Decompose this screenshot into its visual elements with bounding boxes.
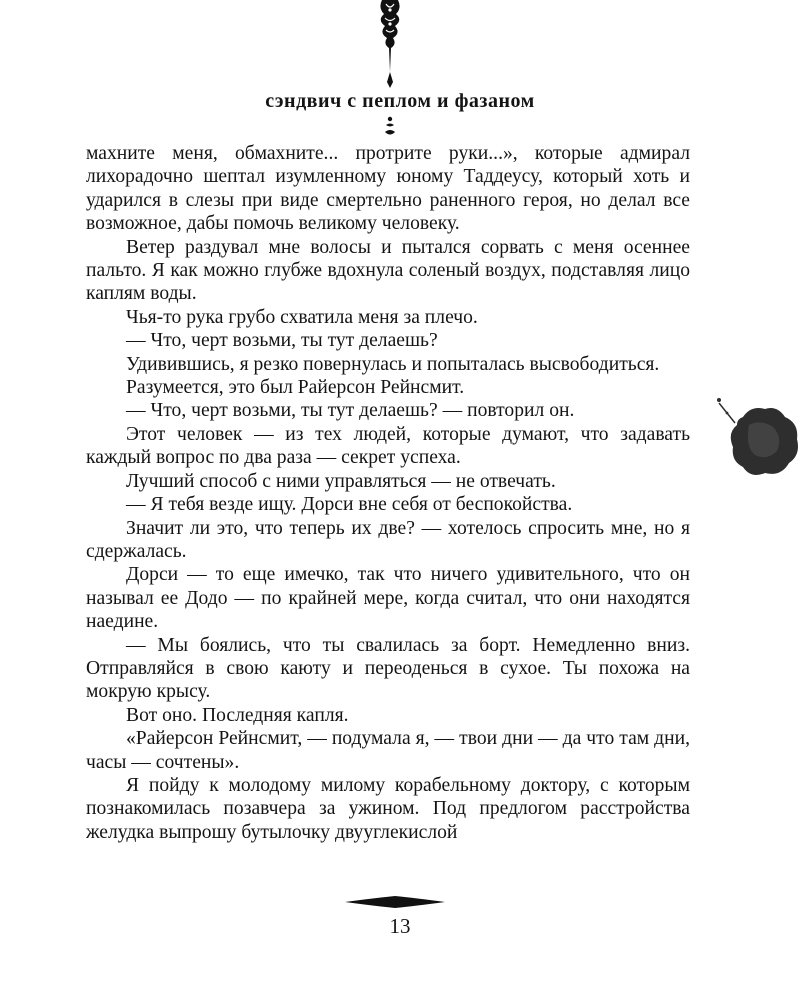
paragraph: Ветер раздувал мне волосы и пытался сорвать с меня осеннее пальто. Я как можно глубже вдохнула соленый воздух, подставляя лицо каплям воды. [86,236,690,305]
ink-blot-decoration [715,395,800,485]
paragraph: Разумеется, это был Райерсон Рейнсмит. [126,377,465,399]
flourish-ornament [382,116,398,138]
paragraph: — Что, черт возьми, ты тут делаешь? — повторил он. [126,400,575,422]
paragraph: Значит ли это, что теперь их две? — хотелось спросить мне, но я сдержалась. [86,517,690,562]
paragraph: — Мы боялись, что ты свалилась за борт. Немедленно вниз. Отправляйся в свою каюту и переоденься в сухое. Ты похожа на мокрую крысу. [86,634,690,703]
bottom-ornament [345,895,445,909]
body-text [86,142,690,844]
paragraph: махните меня, обмахните... протрите руки...», которые адмирал лихорадочно шептал изумленному юному Таддеусу, который хоть и ударился в слезы при виде смертельно раненного героя, но делал все возможное, дабы помочь великому человеку. [86,143,690,235]
paragraph: Дорси — то еще имечко, так что ничего удивительного, что он называл ее Додо — по крайней мере, когда считал, что они находятся наедине. [86,564,690,633]
paragraph: Я пойду к молодому милому корабельному доктору, с которым познакомилась позавчера за ужином. Под предлогом расстройства желудка выпрошу бутылочку двууглекислой [86,774,690,843]
page-number: 13 [389,914,411,938]
paragraph: «Райерсон Рейнсмит, — подумала я, — твои дни — да что там дни, часы — сочтены». [86,728,690,773]
paragraph: — Что, черт возьми, ты тут делаешь? [126,330,438,352]
paragraph: — Я тебя везде ищу. Дорси вне себя от беспокойства. [126,494,573,516]
paragraph: Этот человек — из тех людей, которые думают, что задавать каждый вопрос по два раза — секрет успеха. [86,423,690,469]
running-title: сэндвич с пеплом и фазаном [265,90,535,112]
paragraph: Лучший способ с ними управляться — не отвечать. [126,470,556,492]
paragraph: Чья-то рука грубо схватила меня за плечо. [126,306,478,328]
paragraph: Вот оно. Последняя капля. [126,704,349,726]
paragraph: Удивившись, я резко повернулась и попыталась высвободиться. [126,353,660,375]
top-ornament [370,0,410,90]
